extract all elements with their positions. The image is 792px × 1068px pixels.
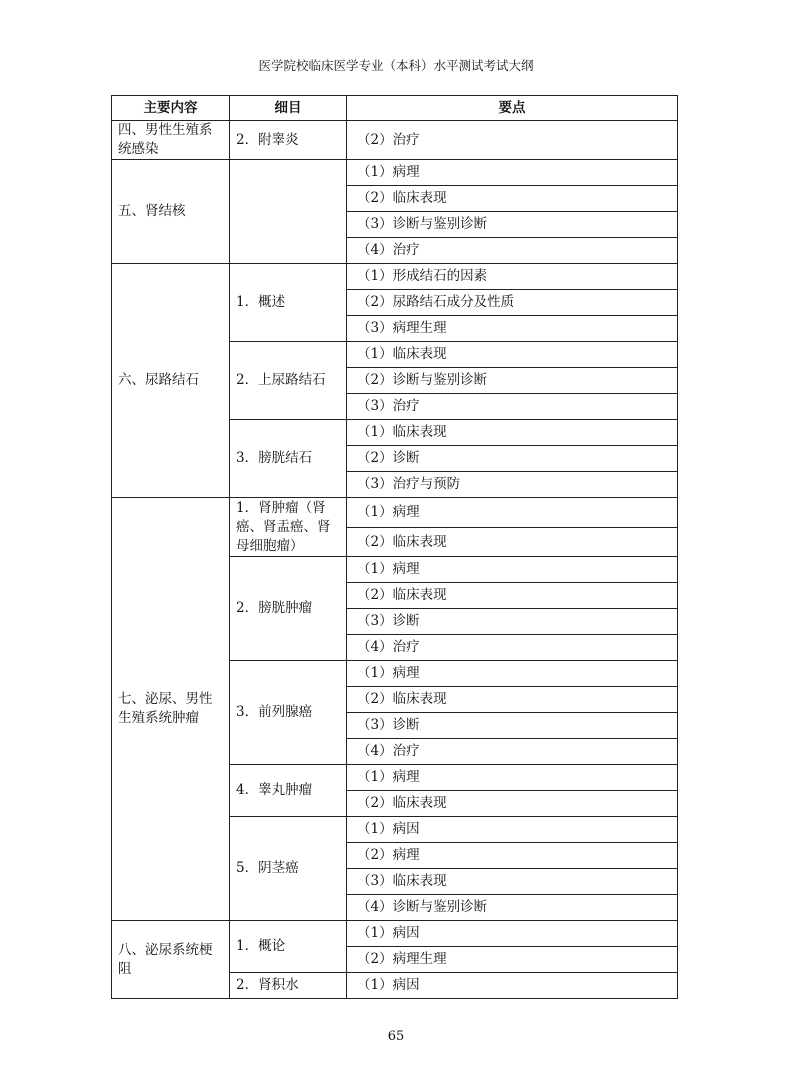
key-point-cell: （2）临床表现 [347, 528, 678, 557]
key-point-cell: （4）治疗 [347, 635, 678, 661]
detail-cell: 1．概论 [230, 921, 347, 973]
key-point-cell: （2）治疗 [347, 121, 678, 160]
detail-cell: 3．膀胱结石 [230, 420, 347, 498]
key-point-cell: （3）治疗与预防 [347, 472, 678, 498]
outline-table [111, 95, 678, 999]
key-point-cell: （1）病理 [347, 498, 678, 528]
key-point-cell: （2）诊断 [347, 446, 678, 472]
table-row [112, 121, 678, 160]
table-row [112, 264, 678, 290]
key-point-cell: （2）病理 [347, 843, 678, 869]
key-point-cell: （1）病因 [347, 973, 678, 999]
page-number: 65 [387, 1029, 405, 1044]
table-row [112, 498, 678, 528]
key-point-cell: （3）诊断 [347, 609, 678, 635]
page-header: 医学院校临床医学专业（本科）水平测试考试大纲 [258, 58, 534, 73]
detail-cell: 2．肾积水 [230, 973, 347, 999]
key-point-cell: （1）病因 [347, 817, 678, 843]
key-point-cell: （4）诊断与鉴别诊断 [347, 895, 678, 921]
key-point-cell: （1）形成结石的因素 [347, 264, 678, 290]
detail-cell: 3．前列腺癌 [230, 661, 347, 765]
main-topic-cell: 七、泌尿、男性生殖系统肿瘤 [112, 498, 230, 921]
key-point-cell: （1）病理 [347, 557, 678, 583]
detail-cell: 2．附睾炎 [230, 121, 347, 160]
table-row [112, 921, 678, 947]
key-point-cell: （1）临床表现 [347, 342, 678, 368]
column-header-detail: 细目 [230, 96, 347, 121]
key-point-cell: （2）临床表现 [347, 687, 678, 713]
detail-cell: 1．概述 [230, 264, 347, 342]
key-point-cell: （2）临床表现 [347, 186, 678, 212]
key-point-cell: （1）病理 [347, 765, 678, 791]
table-body [112, 121, 678, 999]
key-point-cell: （2）临床表现 [347, 583, 678, 609]
main-topic-cell: 八、泌尿系统梗阻 [112, 921, 230, 999]
main-topic-cell: 五、肾结核 [112, 160, 230, 264]
column-header-main: 主要内容 [112, 96, 230, 121]
key-point-cell: （2）诊断与鉴别诊断 [347, 368, 678, 394]
key-point-cell: （3）诊断 [347, 713, 678, 739]
key-point-cell: （3）治疗 [347, 394, 678, 420]
key-point-cell: （3）临床表现 [347, 869, 678, 895]
column-header-point: 要点 [347, 96, 678, 121]
detail-cell: 2．上尿路结石 [230, 342, 347, 420]
key-point-cell: （3）诊断与鉴别诊断 [347, 212, 678, 238]
detail-cell: 5．阴茎癌 [230, 817, 347, 921]
detail-cell: 2．膀胱肿瘤 [230, 557, 347, 661]
detail-cell: 4．睾丸肿瘤 [230, 765, 347, 817]
key-point-cell: （1）病理 [347, 661, 678, 687]
key-point-cell: （4）治疗 [347, 739, 678, 765]
table-row [112, 160, 678, 186]
key-point-cell: （3）病理生理 [347, 316, 678, 342]
key-point-cell: （1）病理 [347, 160, 678, 186]
main-topic-cell: 六、尿路结石 [112, 264, 230, 498]
main-topic-cell: 四、男性生殖系统感染 [112, 121, 230, 160]
key-point-cell: （2）临床表现 [347, 791, 678, 817]
key-point-cell: （2）病理生理 [347, 947, 678, 973]
key-point-cell: （4）治疗 [347, 238, 678, 264]
key-point-cell: （1）临床表现 [347, 420, 678, 446]
key-point-cell: （2）尿路结石成分及性质 [347, 290, 678, 316]
key-point-cell: （1）病因 [347, 921, 678, 947]
detail-cell [230, 160, 347, 264]
table-header-row [112, 96, 678, 121]
detail-cell: 1．肾肿瘤（肾癌、肾盂癌、肾母细胞瘤） [230, 498, 347, 557]
